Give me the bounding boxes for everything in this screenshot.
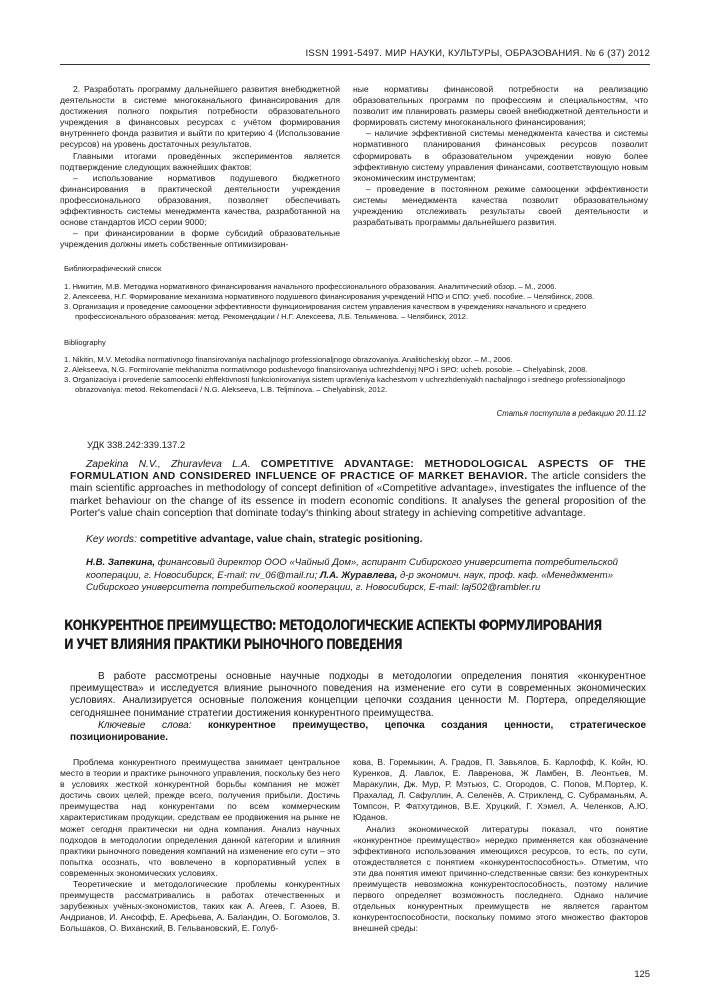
paragraph: – использование нормативов подушевого бюджетного финансирования в практической деятельности учреждения профессионального образования, позволяет обеспечивать эффективность системы менеджмента качества, разработанной на основе стандартов ИСО серии 9000; bbox=[60, 172, 340, 228]
abstract-title: COMPETITIVE ADVANTAGE: METHODOLOGICAL ASPECTS OF THE FORMULATION AND CONSIDERED INFLUENCE OF PRACTICE OF MARKET BEHAVIOR. bbox=[70, 459, 646, 483]
udc-code: УДК 338.242:339.137.2 bbox=[87, 439, 186, 450]
bibliography-item: 1. Никитин, М.В. Методика нормативного финансирования начального профессионального образования. Аналитический обзор. – М., 2006. bbox=[64, 282, 557, 291]
top-left-column bbox=[60, 84, 340, 250]
keywords-label: Ключевые слова: bbox=[98, 719, 192, 731]
body-right-column bbox=[353, 757, 648, 935]
bibliography-list bbox=[64, 282, 646, 322]
page-number: 125 bbox=[634, 968, 650, 979]
keywords-label: Key words: bbox=[86, 534, 137, 545]
article-title-line2: И УЧЕТ ВЛИЯНИЯ ПРАКТИКИ РЫНОЧНОГО ПОВЕДЕНИЯ bbox=[64, 637, 402, 653]
paragraph: ные нормативы финансовой потребности на реализацию образовательных программ по профессиям и специальностям, что позволит им планировать размеры своей внебюджетной деятельности и формировать систему многоканального финансирования; bbox=[353, 84, 648, 128]
received-date: Статья поступила в редакцию 20.11.12 bbox=[496, 409, 646, 418]
paragraph: Теоретические и методологические проблемы конкурентных преимуществ рассматривались в работах отечественных и зарубежных учёных-экономистов, таких как А. Агеев, Г. Азоев, В. Андрианов, И. Ансофф, Е. Арефьева, А. Баландин, О. Богомолов, З. Большаков, О. Виханский, В. Гельвановский, Е. Голуб- bbox=[60, 879, 340, 934]
abstract-text: В работе рассмотрены основные научные подходы в методологии определения понятия «конкурентное преимущества» и исследуется влияние рыночного поведения на изменение его сути в современных экономических условиях. Анализируется основные положения концепции цепочки создания ценности М. Портера, определяющие сегодняшнее понимание стратегии достижения конкурентного преимущества. bbox=[70, 671, 646, 719]
keywords-value: конкурентное преимущество, цепочка создания ценности, стратегическое позиционирование. bbox=[70, 719, 647, 744]
paragraph: Проблема конкурентного преимущества занимает центральное место в теории и практике рыночного управления, поскольку без него в условиях жесткой конкурентной борьбы компания не может достичь своих целей, прежде всего, получения прибыли. Достичь преимущества над конкурентами по всем коммерческим характеристикам продукции, средствам ее продвижения на рынке не может сегодня практически ни одна компания. Анализ научных подходов в методологии определения данной категории и влияния практики рыночного поведения компаний на изменение его сути – это попытка осознать, что вовлечено в корпоративный успех в современных экономических условиях. bbox=[60, 757, 340, 878]
author-affiliation bbox=[86, 557, 646, 595]
bibliography-en-heading: Bibliography bbox=[64, 338, 106, 347]
bibliography-heading: Библиографический список bbox=[64, 264, 162, 273]
english-keywords bbox=[86, 534, 646, 546]
bibliography-item: 2. Alekseeva, N.G. Formirovanie mekhanizma normativnogo podushevogo finansirovaniya uchrezhdeniyj NPO i SPO: ucheb. posobie. – Chelyabinsk, 2008. bbox=[64, 364, 588, 374]
header-rule bbox=[60, 64, 650, 65]
bibliography-en-list bbox=[64, 355, 646, 395]
paragraph: 2. Разработать программу дальнейшего развития внебюджетной деятельности в системе многоканального финансирования для достижения полного покрытия потребности образовательного учреждения в финансовых ресурсах с учётом формирования внутреннего фонда развития и выйти по критерию 4 (Использование ресурсов) на уровень достаточных результатов. bbox=[60, 84, 340, 150]
journal-header: ISSN 1991-5497. МИР НАУКИ, КУЛЬТУРЫ, ОБРАЗОВАНИЯ. № 6 (37) 2012 bbox=[305, 48, 650, 59]
paragraph: Главными итогами проведённых экспериментов является подтверждение следующих важнейших фактов: bbox=[60, 150, 340, 172]
english-abstract bbox=[70, 459, 646, 520]
bibliography-item: 3. Организация и проведение самооценки эффективности функционирования систем управления качеством в учреждениях начального и среднего профессионального образования: метод. Рекомендации / Н.Г. Алексеева, Л.Б. Тельминова. – Челябинск, 2012. bbox=[64, 301, 587, 321]
bibliography-item: 1. Nikitin, M.V. Metodika normativnogo finansirovaniya nachaljnogo professionaljnogo obrazovaniya. Analiticheskiyj obzor. – M., 2006. bbox=[64, 355, 513, 364]
paragraph: – при финансировании в форме субсидий образовательные учреждения должны иметь собственные оптимизирован- bbox=[60, 228, 340, 250]
author-info: финансовый директор ООО «Чайный Дом», аспирант Сибирского университета потребительской кооперации, г. Новосибирск, E-mail: nv_06@mail.ru; bbox=[86, 557, 619, 581]
paragraph: Анализ экономической литературы показал, что понятие «конкурентное преимущество» нередко применяется как обозначение эффективного использования имеющихся ресурсов, то есть, по сути, отождествляется с понятием «конкурентоспособность». Отметим, что эти два понятия имеют причинно-следственные связи: без конкурентных преимуществ невозможна конкурентоспособность, поэтому наличие первого определяет возможность последнего. Однако наличие отдельных конкурентных преимуществ не является гарантом конкурентоспособности, поскольку помимо этого множество факторов внешней среды: bbox=[353, 823, 648, 934]
paragraph: – наличие эффективной системы менеджмента качества и системы нормативного планирования финансовых ресурсов позволит сформировать в образовательном учреждении новую более эффективную систему управления финансами, соответствующую новым экономическим инструментам; bbox=[353, 128, 648, 183]
bibliography-item: 3. Organizaciya i provedenie samoocenki ehffektivnosti funkcionirovaniya sistem upravleniya kachestvom v uchrezhdeniyakh nachaljnogo i srednego professionaljnogo obrazovaniya: metod. Rekomendacii / N.G. Alekseeva, L.B. Teljminova. – Chelyabinsk, 2012. bbox=[64, 374, 626, 394]
abstract-authors: Zapekina N.V., Zhuravleva L.A. bbox=[86, 459, 251, 470]
body-left-column bbox=[60, 757, 340, 935]
author-name: Л.А. Журавлева, bbox=[319, 569, 398, 581]
abstract-text: The article considers the main scientific approaches in methodology of concept definition of «Competitive advantage», investigates the influence of the market behaviour on the change of its essence in modern economic conditions. It analyses the general proposition of the Porter's value chain conception that dominate today's thinking about strategy in achieving competitive advantage. bbox=[70, 471, 646, 519]
article-title-line1: КОНКУРЕНТНОЕ ПРЕИМУЩЕСТВО: МЕТОДОЛОГИЧЕСКИЕ АСПЕКТЫ ФОРМУЛИРОВАНИЯ bbox=[64, 618, 602, 634]
russian-abstract bbox=[70, 671, 646, 744]
paragraph: – проведение в постоянном режиме самооценки эффективности системы менеджмента качества позволит образовательному учреждению отслеживать результаты своей деятельности и разрабатывать программы дальнейшего развития. bbox=[353, 183, 648, 228]
author-info: д-р экономич. наук, проф. каф. «Менеджмент» Сибирского университета потребительской кооперации, г. Новосибирск, E-mail: laj502@rambler.ru bbox=[86, 569, 613, 594]
keywords-value: competitive advantage, value chain, strategic positioning. bbox=[139, 534, 423, 545]
bibliography-item: 2. Алексеева, Н.Г. Формирование механизма нормативного подушевого финансирования учреждений НПО и СПО: учеб. пособие. – Челябинск, 2008. bbox=[64, 291, 595, 301]
author-name: Н.В. Запекина, bbox=[86, 557, 156, 568]
paragraph: кова, В. Горемыкин, А. Градов, П. Завьялов, Б. Карлофф, К. Койн, Ю. Куренков, Д. Лавлок, Е. Лавренова, Ж Ламбен, В. Леонтьев, М. Маракулин, Дж. Мур, Р. Мэтьюз, С. Огородов, С. Попов, М.Портер, К. Прахалад, Л. Сафуллин, А. Селенёв, А. Стрикленд, С. Субраманьям, А. Томпсон, Р. Фатхутдинов, В.Е. Хруцкий, Г. Хэмел, А. Челенков, А.Ю. Юданов. bbox=[353, 757, 648, 823]
top-right-column bbox=[353, 84, 648, 228]
